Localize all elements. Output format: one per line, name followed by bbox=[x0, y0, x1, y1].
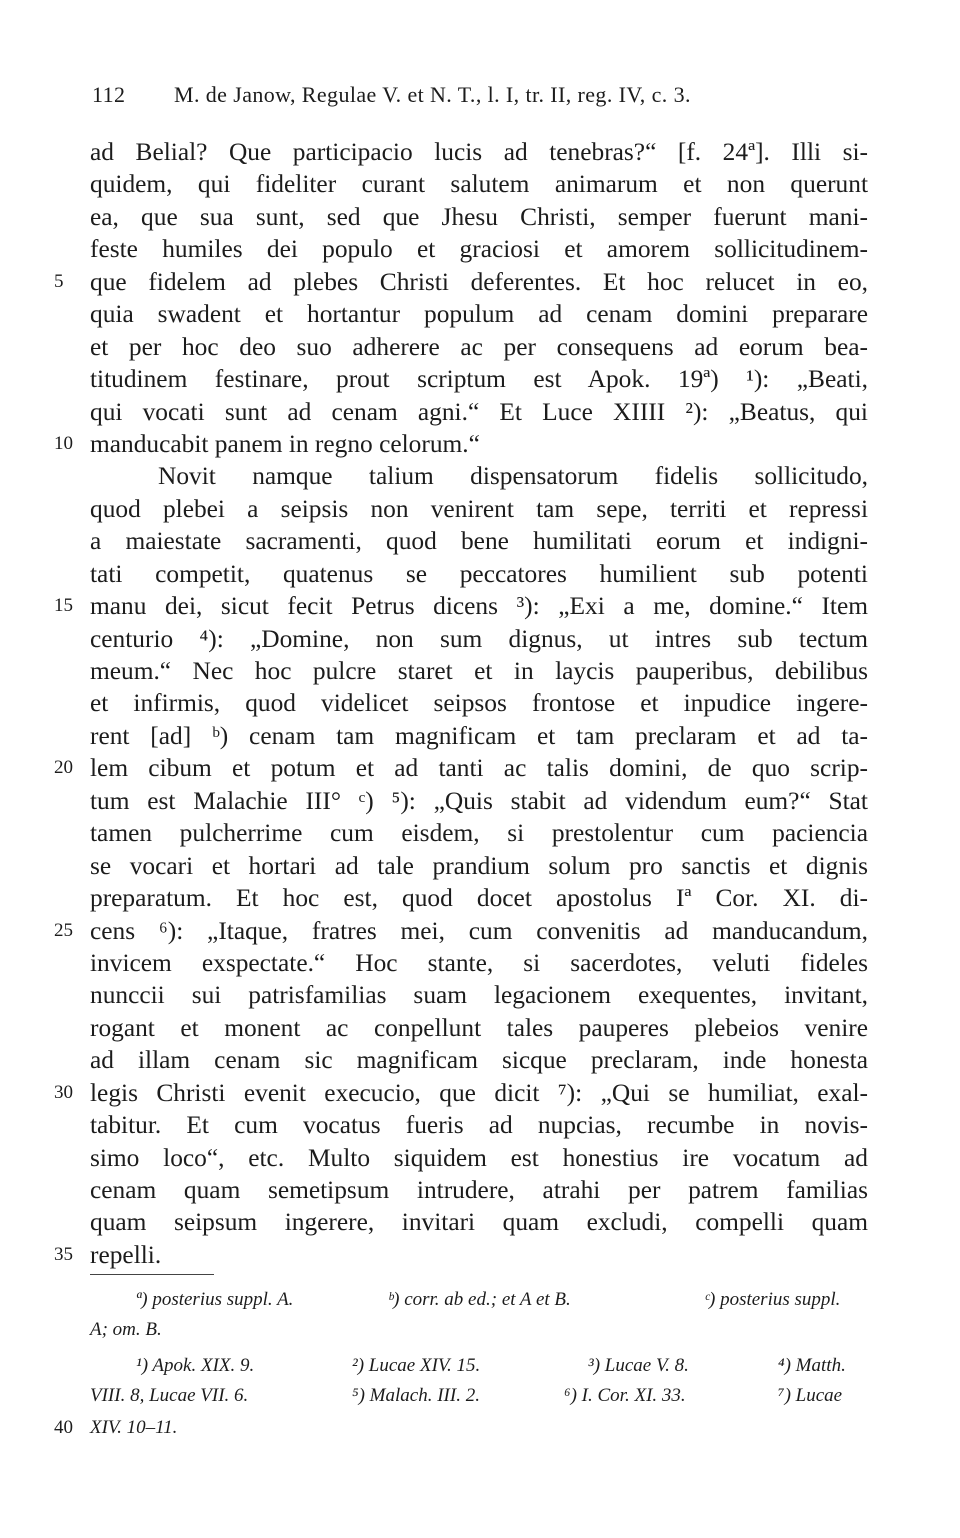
line-text: preparatum. Et hoc est, quod docet apostolus Iª Cor. XI. di- bbox=[90, 884, 868, 913]
running-title: M. de Janow, Regulae V. et N. T., l. I, tr. II, reg. IV, c. 3. bbox=[174, 82, 691, 107]
text-line bbox=[54, 590, 868, 622]
text-line bbox=[90, 1109, 868, 1141]
line-number: 5 bbox=[54, 270, 64, 292]
line-number: 35 bbox=[54, 1243, 73, 1265]
text-line bbox=[90, 363, 868, 395]
source-note-line-1 bbox=[90, 1352, 868, 1380]
text-line bbox=[90, 1142, 868, 1174]
line-text: cenam quam semetipsum intrudere, atrahi per patrem familias bbox=[90, 1176, 868, 1204]
line-text: manducabit panem in regno celorum.“ bbox=[90, 429, 480, 458]
line-number: 20 bbox=[54, 757, 73, 779]
text-line bbox=[90, 687, 868, 719]
apparatus-note-continuation: A; om. B. bbox=[90, 1319, 162, 1340]
line-text: meum.“ Nec hoc pulcre staret et in laycis pauperibus, debilibus bbox=[90, 657, 868, 685]
main-text bbox=[54, 136, 868, 1271]
text-line bbox=[90, 947, 868, 979]
text-line bbox=[90, 525, 868, 557]
apparatus-note-a: ª) posterius suppl. A. bbox=[136, 1289, 294, 1310]
text-line bbox=[90, 331, 868, 363]
line-text: tamen pulcherrime cum eisdem, si prestolentur cum paciencia bbox=[90, 819, 868, 848]
line-text: rent [ad] ᵇ) cenam tam magnificam et tam preclaram et ad ta- bbox=[90, 721, 868, 750]
source-note-7-continuation: XIV. 10–11. bbox=[90, 1417, 178, 1438]
line-text: nunccii sui patrisfamilias suam legacionem exequentes, invitant, bbox=[90, 981, 868, 1010]
apparatus-note-line-1 bbox=[90, 1286, 868, 1314]
text-line bbox=[90, 1206, 868, 1238]
text-line bbox=[54, 266, 868, 298]
footnote-divider bbox=[90, 1274, 214, 1275]
source-note-4: ⁴) Matth. bbox=[778, 1355, 846, 1376]
line-number: 10 bbox=[54, 432, 73, 454]
source-note-5: ⁵) Malach. III. 2. bbox=[352, 1385, 480, 1406]
line-text: simo loco“, etc. Multo siquidem est honestius ire vocatum ad bbox=[90, 1143, 868, 1172]
line-text: quia swadent et hortantur populum ad cenam domini preparare bbox=[90, 300, 868, 329]
line-text: feste humiles dei populo et graciosi et amorem sollicitudinem- bbox=[90, 235, 868, 264]
line-number: 40 bbox=[54, 1417, 73, 1438]
line-text: quod plebei a seipsis non venirent tam sepe, territi et repressi bbox=[90, 494, 868, 523]
line-text: centurio ⁴): „Domine, non sum dignus, ut intres sub tectum bbox=[90, 624, 868, 653]
line-text: et infirmis, quod videlicet seipsos frontose et inpudice ingere- bbox=[90, 689, 868, 718]
text-line bbox=[90, 817, 868, 849]
text-line bbox=[90, 233, 868, 265]
text-line bbox=[90, 623, 868, 655]
source-note-4-continuation: VIII. 8, Lucae VII. 6. bbox=[90, 1385, 249, 1406]
line-number: 15 bbox=[54, 595, 73, 617]
line-text: a maiestate sacramenti, quod bene humilitati eorum et indigni- bbox=[90, 527, 868, 556]
source-note-2: ²) Lucae XIV. 15. bbox=[352, 1355, 481, 1376]
text-line bbox=[54, 1239, 868, 1271]
line-text: quidem, qui fideliter curant salutem animarum et non querunt bbox=[90, 170, 868, 199]
line-text: invicem exspectate.“ Hoc stante, si sacerdotes, veluti fideles bbox=[90, 948, 868, 977]
text-line bbox=[90, 168, 868, 200]
text-line bbox=[90, 720, 868, 752]
source-note-line-3 bbox=[54, 1414, 868, 1442]
line-text: repelli. bbox=[90, 1240, 162, 1269]
text-line bbox=[90, 136, 868, 168]
page-number: 112 bbox=[92, 82, 126, 107]
text-line bbox=[90, 558, 868, 590]
line-text: que fidelem ad plebes Christi deferentes. Et hoc relucet in eo, bbox=[90, 267, 868, 296]
text-line bbox=[54, 915, 868, 947]
apparatus-note-b: ᵇ) corr. ab ed.; et A et B. bbox=[388, 1289, 571, 1310]
source-note-6: ⁶) I. Cor. XI. 33. bbox=[564, 1385, 686, 1406]
line-text: legis Christi evenit execucio, que dicit ⁷): „Qui se humiliat, exal- bbox=[90, 1078, 868, 1107]
line-text: se vocari et hortari ad tale prandium solum pro sanctis et dignis bbox=[90, 851, 868, 880]
line-text: lem cibum et potum et ad tanti ac talis domini, de quo scrip- bbox=[90, 754, 868, 783]
line-text: et per hoc deo suo adherere ac per consequens ad eorum bea- bbox=[90, 332, 868, 361]
text-line bbox=[90, 201, 868, 233]
line-text: cens ⁶): „Itaque, fratres mei, cum convenitis ad manducandum, bbox=[90, 916, 868, 945]
line-text: manu dei, sicut fecit Petrus dicens ³): „Exi a me, domine.“ Item bbox=[90, 592, 868, 621]
text-line bbox=[90, 460, 868, 492]
line-text: ea, que sua sunt, sed que Jhesu Christi, semper fuerunt mani- bbox=[90, 202, 868, 231]
source-note-7: ⁷) Lucae bbox=[778, 1385, 843, 1406]
text-line bbox=[90, 850, 868, 882]
text-line bbox=[54, 428, 868, 460]
text-line bbox=[90, 979, 868, 1011]
source-note-3: ³) Lucae V. 8. bbox=[588, 1355, 689, 1376]
line-text: ad Belial? Que participacio lucis ad tenebras?“ [f. 24ª]. Illi si- bbox=[90, 138, 868, 166]
text-line bbox=[90, 785, 868, 817]
source-note-1: ¹) Apok. XIX. 9. bbox=[136, 1355, 255, 1376]
line-text: quam seipsum ingerere, invitari quam excludi, compelli quam bbox=[90, 1208, 868, 1237]
line-number: 30 bbox=[54, 1081, 73, 1103]
source-note-line-2 bbox=[90, 1382, 868, 1410]
line-text: Novit namque talium dispensatorum fidelis sollicitudo, bbox=[158, 462, 868, 491]
apparatus-note-c: ᶜ) posterius suppl. bbox=[704, 1289, 841, 1310]
text-line bbox=[90, 1174, 868, 1206]
text-line bbox=[90, 396, 868, 428]
line-text: titudinem festinare, prout scriptum est Apok. 19ª) ¹): „Beati, bbox=[90, 365, 868, 394]
text-line bbox=[90, 493, 868, 525]
text-line bbox=[90, 882, 868, 914]
line-text: ad illam cenam sic magnificam sicque preclaram, inde honesta bbox=[90, 1046, 868, 1075]
line-number: 25 bbox=[54, 919, 73, 941]
line-text: tum est Malachie III° ᶜ) ⁵): „Quis stabit ad videndum eum?“ Stat bbox=[90, 786, 868, 815]
text-line bbox=[90, 1044, 868, 1076]
text-line bbox=[90, 655, 868, 687]
text-line bbox=[54, 1077, 868, 1109]
text-line bbox=[54, 752, 868, 784]
text-line bbox=[90, 298, 868, 330]
text-line bbox=[90, 1012, 868, 1044]
line-text: rogant et monent ac conpellunt tales pauperes plebeios venire bbox=[90, 1013, 868, 1042]
line-text: tati competit, quatenus se peccatores humilient sub potenti bbox=[90, 559, 868, 588]
apparatus-note-line-2 bbox=[90, 1316, 868, 1344]
line-text: qui vocati sunt ad cenam agni.“ Et Luce XIIII ²): „Beatus, qui bbox=[90, 397, 868, 426]
line-text: tabitur. Et cum vocatus fueris ad nupcias, recumbe in novis- bbox=[90, 1111, 868, 1140]
